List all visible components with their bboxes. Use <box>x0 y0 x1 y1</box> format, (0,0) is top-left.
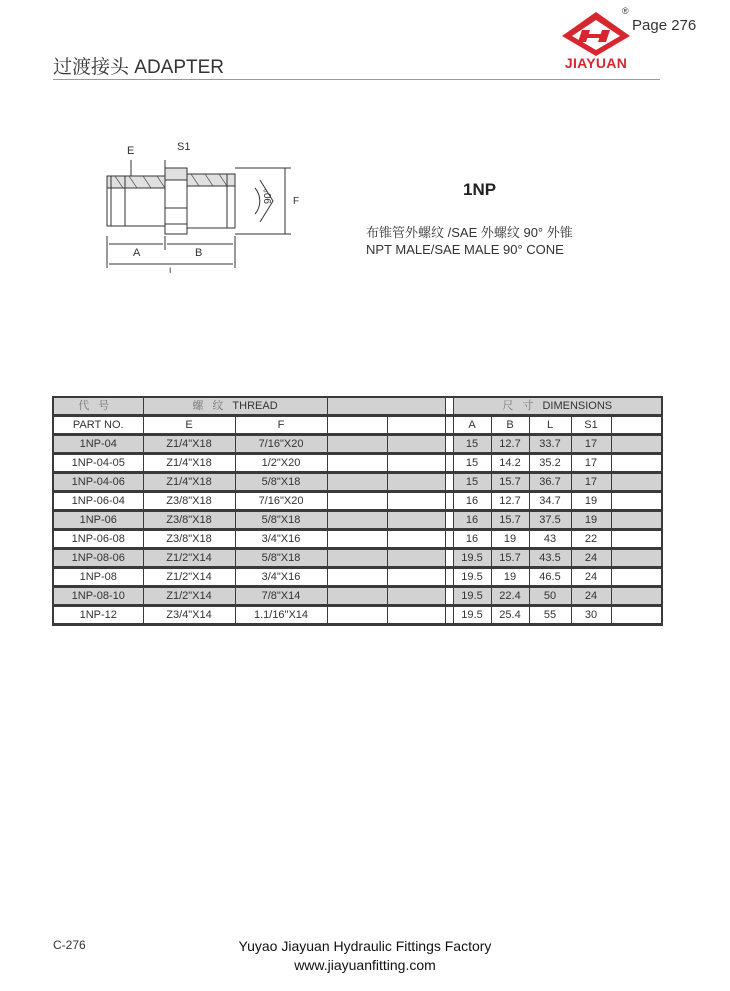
table-cell: Z1/2"X14 <box>143 549 235 568</box>
table-cell: 30 <box>571 606 611 625</box>
registered-mark: ® <box>622 6 629 16</box>
product-description-cn: 布锥管外螺纹 /SAE 外螺纹 90° 外锥 <box>366 225 573 240</box>
table-cell: 1/2"X20 <box>235 454 327 473</box>
table-cell: 34.7 <box>529 492 571 511</box>
column-header: S1 <box>571 416 611 435</box>
table-cell: 19 <box>571 492 611 511</box>
table-cell: 1NP-08-10 <box>53 587 143 606</box>
table-cell: 19 <box>571 511 611 530</box>
header-divider <box>53 79 660 80</box>
table-cell: 1NP-06-04 <box>53 492 143 511</box>
drawing-label-b: B <box>195 247 203 259</box>
table-cell: 1NP-06-08 <box>53 530 143 549</box>
table-cell: 16 <box>453 492 491 511</box>
table-cell: 1NP-08 <box>53 568 143 587</box>
table-cell: 25.4 <box>491 606 529 625</box>
table-row <box>53 492 662 511</box>
table-cell: 37.5 <box>529 511 571 530</box>
table-cell: 55 <box>529 606 571 625</box>
column-header: B <box>491 416 529 435</box>
column-header: F <box>235 416 327 435</box>
table-cell: 15 <box>453 473 491 492</box>
page-number: Page 276 <box>632 17 697 34</box>
table-cell: Z3/4"X14 <box>143 606 235 625</box>
table-row <box>53 587 662 606</box>
footer-catalog-code: C-276 <box>53 938 86 952</box>
drawing-label-s1: S1 <box>177 141 191 153</box>
table-cell: 17 <box>571 454 611 473</box>
product-code: 1NP <box>463 180 497 199</box>
table-cell: 19.5 <box>453 568 491 587</box>
table-cell: 17 <box>571 473 611 492</box>
table-row <box>53 454 662 473</box>
drawing-label-a: A <box>133 247 141 259</box>
table-cell: 22.4 <box>491 587 529 606</box>
footer-website: www.jiayuanfitting.com <box>294 957 436 973</box>
table-cell: 3/4"X16 <box>235 530 327 549</box>
drawing-label-e: E <box>127 145 135 157</box>
table-cell: 36.7 <box>529 473 571 492</box>
table-cell: Z1/2"X14 <box>143 568 235 587</box>
page-title: 过渡接头 ADAPTER <box>53 57 225 78</box>
fitting-technical-drawing <box>95 138 310 273</box>
table-cell: 46.5 <box>529 568 571 587</box>
table-cell: 1NP-04-06 <box>53 473 143 492</box>
column-header: A <box>453 416 491 435</box>
table-cell: 19.5 <box>453 587 491 606</box>
table-cell: 15 <box>453 435 491 454</box>
table-cell: Z3/8"X18 <box>143 530 235 549</box>
table-cell: 19 <box>491 568 529 587</box>
dimensions-header: 尺 寸 DIMENSIONS <box>453 397 662 416</box>
table-cell: 50 <box>529 587 571 606</box>
table-cell: 24 <box>571 568 611 587</box>
table-cell: Z1/4"X18 <box>143 473 235 492</box>
table-header-group-row <box>53 397 662 416</box>
table-cell: 1NP-12 <box>53 606 143 625</box>
table-cell: 7/8"X14 <box>235 587 327 606</box>
column-header: PART NO. <box>53 416 143 435</box>
brand-name: JIAYUAN <box>564 55 628 71</box>
table-cell: 22 <box>571 530 611 549</box>
table-row <box>53 530 662 549</box>
column-header: L <box>529 416 571 435</box>
table-row <box>53 473 662 492</box>
table-cell: 16 <box>453 511 491 530</box>
table-cell: Z1/4"X18 <box>143 435 235 454</box>
table-row <box>53 511 662 530</box>
table-cell: 12.7 <box>491 492 529 511</box>
blank-header <box>327 397 445 416</box>
column-header: E <box>143 416 235 435</box>
table-cell: Z1/4"X18 <box>143 454 235 473</box>
table-cell: 7/16"X20 <box>235 435 327 454</box>
table-cell: Z3/8"X18 <box>143 492 235 511</box>
table-cell: 5/8"X18 <box>235 549 327 568</box>
table-row <box>53 606 662 625</box>
table-cell: 43 <box>529 530 571 549</box>
table-row <box>53 435 662 454</box>
table-row <box>53 549 662 568</box>
table-cell: 3/4"X16 <box>235 568 327 587</box>
product-description-en: NPT MALE/SAE MALE 90° CONE <box>366 242 564 257</box>
thread-header: 螺 纹 THREAD <box>143 397 327 416</box>
table-cell: Z3/8"X18 <box>143 511 235 530</box>
table-cell: 19.5 <box>453 549 491 568</box>
table-cell: 12.7 <box>491 435 529 454</box>
table-cell: 5/8"X18 <box>235 511 327 530</box>
table-cell: 14.2 <box>491 454 529 473</box>
table-cell: 5/8"X18 <box>235 473 327 492</box>
table-cell: 24 <box>571 587 611 606</box>
table-cell: 15.7 <box>491 549 529 568</box>
table-cell: 15 <box>453 454 491 473</box>
table-row <box>53 568 662 587</box>
table-cell: 19 <box>491 530 529 549</box>
table-cell: 35.2 <box>529 454 571 473</box>
table-cell: 15.7 <box>491 511 529 530</box>
table-cell: 16 <box>453 530 491 549</box>
table-cell: 33.7 <box>529 435 571 454</box>
table-cell: 24 <box>571 549 611 568</box>
dimensions-table <box>52 396 663 626</box>
table-cell: 7/16"X20 <box>235 492 327 511</box>
table-cell: 1NP-04-05 <box>53 454 143 473</box>
drawing-label-l: L <box>169 266 175 273</box>
footer-company: Yuyao Jiayuan Hydraulic Fittings Factory <box>238 938 492 954</box>
table-cell: 1NP-06 <box>53 511 143 530</box>
table-cell: 1NP-08-06 <box>53 549 143 568</box>
table-cell: Z1/2"X14 <box>143 587 235 606</box>
drawing-label-f: F <box>293 196 300 207</box>
table-cell: 1.1/16"X14 <box>235 606 327 625</box>
table-cell: 15.7 <box>491 473 529 492</box>
table-cell: 1NP-04 <box>53 435 143 454</box>
table-cell: 19.5 <box>453 606 491 625</box>
code-header: 代 号 <box>53 397 143 416</box>
table-column-header-row <box>53 416 662 435</box>
drawing-label-angle: 90° <box>263 188 274 204</box>
table-cell: 17 <box>571 435 611 454</box>
table-cell: 43.5 <box>529 549 571 568</box>
